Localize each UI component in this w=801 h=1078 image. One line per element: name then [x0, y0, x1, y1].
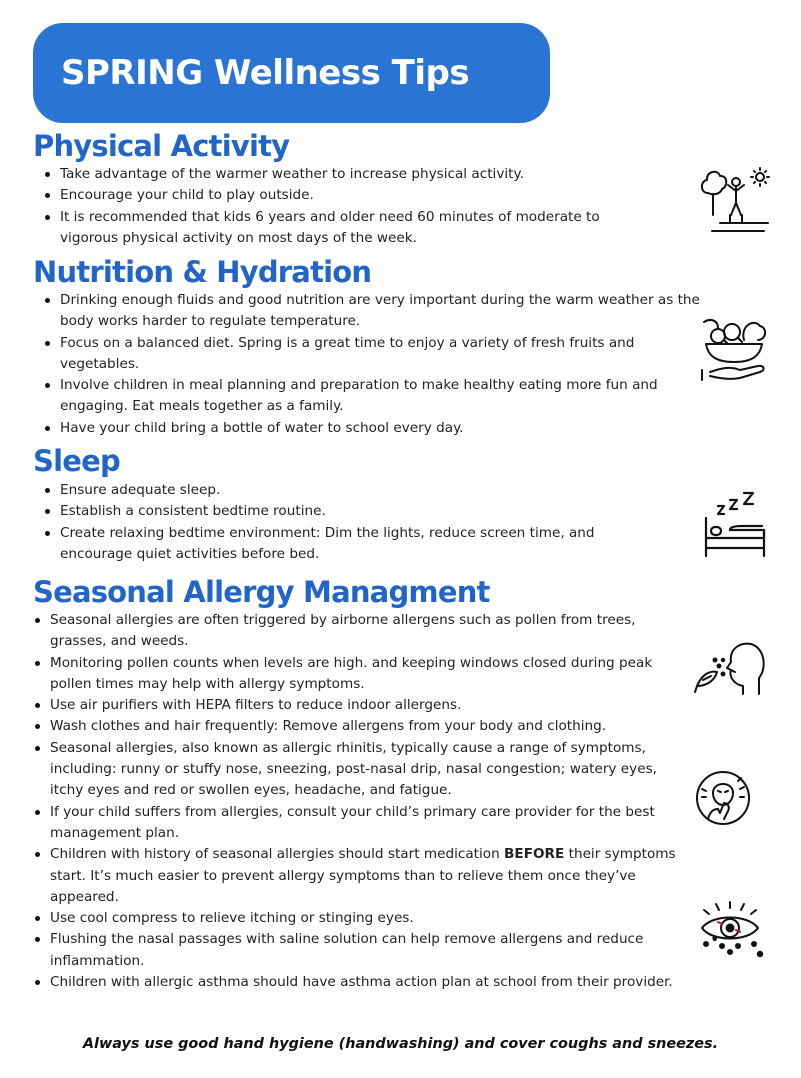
pollen-inhale-icon — [693, 640, 769, 696]
list-item: Children with allergic asthma should have asthma action plan at school from their provider. — [30, 972, 690, 993]
list-item: Wash clothes and hair frequently: Remove allergens from your body and clothing. — [30, 716, 690, 737]
list-item: Create relaxing bedtime environment: Dim the lights, reduce screen time, and encourage quiet activities before bed. — [40, 523, 660, 566]
sneezing-person-icon — [694, 767, 752, 829]
heading-seasonal-allergy: Seasonal Allergy Managment — [33, 575, 490, 609]
heading-physical-activity: Physical Activity — [33, 129, 290, 163]
list-seasonal-allergy — [30, 610, 690, 993]
list-item: It is recommended that kids 6 years and older need 60 minutes of moderate to vigorous physical activity on most days of the week. — [40, 207, 660, 250]
emphasis-before: BEFORE — [504, 846, 565, 863]
list-item: Involve children in meal planning and preparation to make healthy eating more fun and engaging. Eat meals together as a family. — [40, 375, 700, 418]
fruit-bowl-hand-icon — [700, 316, 772, 382]
list-item: Use cool compress to relieve itching or stinging eyes. — [30, 908, 690, 929]
list-item: Ensure adequate sleep. — [40, 480, 660, 501]
list-item: Seasonal allergies are often triggered by airborne allergens such as pollen from trees, grasses, and weeds. — [30, 610, 690, 653]
list-item: Take advantage of the warmer weather to increase physical activity. — [40, 164, 660, 185]
list-item — [30, 844, 690, 908]
watery-eye-icon — [692, 898, 768, 960]
list-item: Have your child bring a bottle of water to school every day. — [40, 418, 700, 439]
page-title: SPRING Wellness Tips — [61, 53, 470, 93]
sleeping-bed-icon — [700, 490, 770, 558]
heading-nutrition-hydration: Nutrition & Hydration — [33, 255, 372, 289]
list-item: Seasonal allergies, also known as allergic rhinitis, typically cause a range of symptoms, including: runny or stuffy nose, sneezing, post-nasal drip, nasal congestion; watery eyes, itchy eyes and red or swollen eyes, headache, and fatigue. — [30, 738, 690, 802]
list-physical-activity — [40, 164, 660, 249]
child-playing-outdoors-icon — [698, 165, 772, 237]
list-item: Monitoring pollen counts when levels are high. and keeping windows closed during peak pollen times may help with allergy symptoms. — [30, 653, 690, 696]
list-sleep — [40, 480, 660, 565]
title-banner — [33, 23, 550, 123]
list-item-text: Children with history of seasonal allergies should start medication — [50, 846, 505, 863]
list-item: If your child suffers from allergies, consult your child’s primary care provider for the best management plan. — [30, 802, 690, 845]
list-item: Encourage your child to play outside. — [40, 185, 660, 206]
list-item-text: their symptoms start. It’s much easier to prevent allergy symptoms than to relieve them once they’ve appeared. — [50, 846, 676, 905]
heading-sleep: Sleep — [33, 444, 120, 478]
list-item: Establish a consistent bedtime routine. — [40, 501, 660, 522]
list-nutrition-hydration — [40, 290, 700, 439]
footer-note: Always use good hand hygiene (handwashing) and cover coughs and sneezes. — [82, 1036, 719, 1052]
list-item: Drinking enough fluids and good nutrition are very important during the warm weather as the body works harder to regulate temperature. — [40, 290, 700, 333]
list-item: Flushing the nasal passages with saline solution can help remove allergens and reduce inflammation. — [30, 929, 690, 972]
list-item: Use air purifiers with HEPA filters to reduce indoor allergens. — [30, 695, 690, 716]
list-item: Focus on a balanced diet. Spring is a great time to enjoy a variety of fresh fruits and vegetables. — [40, 333, 700, 376]
